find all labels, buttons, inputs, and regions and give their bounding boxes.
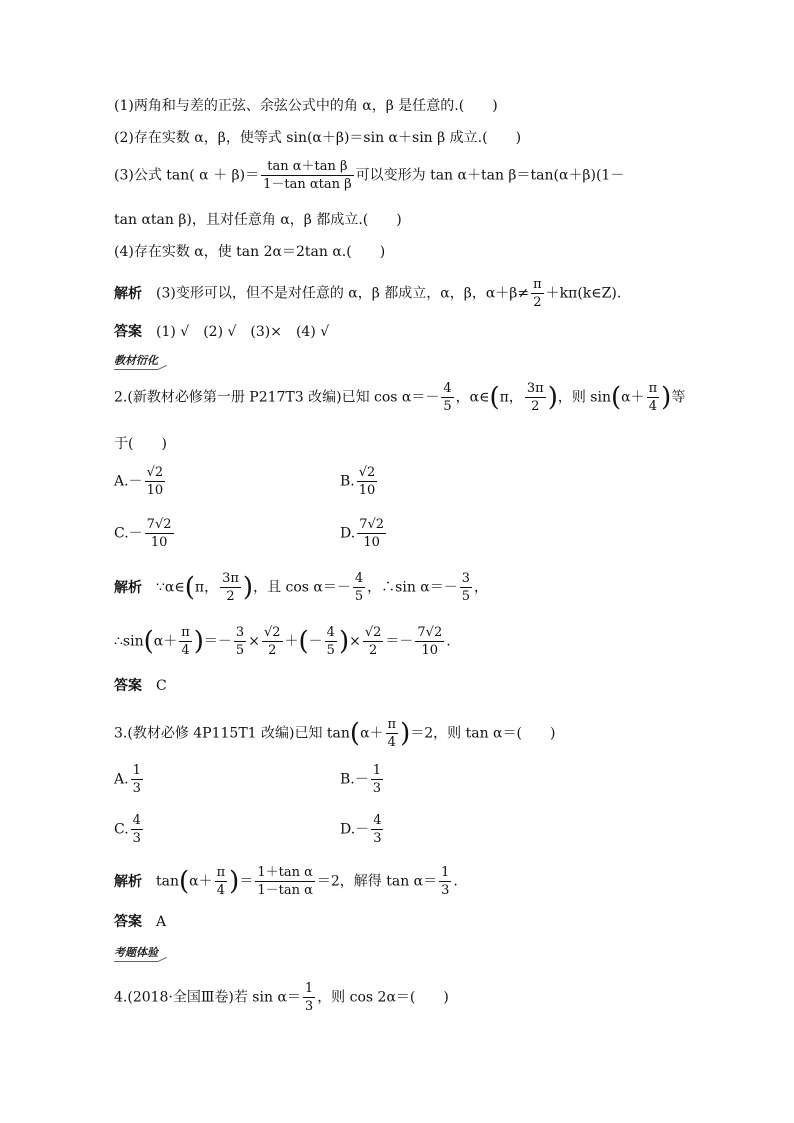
text-run: ＝－: [203, 633, 232, 650]
frac-den: 2: [533, 295, 542, 310]
frac-num: 1: [441, 865, 450, 880]
text-run: ，: [474, 579, 489, 596]
q2-analysis-line-2: [114, 624, 451, 659]
q1-statement-1: (1)两角和与差的正弦、余弦公式中的角 α，β 是任意的.( ): [114, 98, 498, 114]
q2-stem-mid: ，α∈: [455, 389, 490, 406]
fraction: [255, 864, 315, 899]
option-label: C.: [114, 821, 129, 838]
analysis-label: 解析: [114, 579, 142, 596]
q1-answer-value: (1) √ (2) √ (3)× (4) √: [156, 324, 330, 340]
fraction: [220, 570, 241, 605]
frac-num: √2: [263, 625, 281, 640]
q1-analysis: [114, 276, 621, 311]
q1-analysis-fraction: [531, 276, 544, 311]
frac-den: 5: [443, 399, 452, 414]
text-run: 4.(2018·全国Ⅲ卷)若 sin α＝: [114, 989, 301, 1006]
text-run: α＋: [189, 873, 213, 890]
frac-den: 3: [304, 999, 314, 1014]
q1-statement-4: (4)存在实数 α，使 tan 2α＝2tan α.( ): [114, 244, 386, 260]
frac-den: 3: [132, 781, 141, 796]
left-paren: (: [143, 626, 154, 657]
right-paren: ): [400, 718, 411, 749]
frac-num: √2: [358, 465, 376, 480]
q1-s3-post: 可以变形为 tan α＋tan β＝tan(α＋β)(1－: [355, 167, 625, 184]
frac-num: √2: [364, 625, 382, 640]
answer-label: 答案: [114, 324, 142, 340]
q2-stem-cont: 于( ): [114, 436, 167, 452]
frac-num: π: [648, 381, 658, 396]
option-fraction: [145, 464, 166, 499]
q2-interval-start: π，: [499, 389, 523, 406]
q2-stem-mid2: ，则 sin: [557, 389, 611, 406]
frac-num: π: [387, 717, 397, 732]
frac-den: 2: [226, 589, 235, 604]
frac-den: 10: [363, 535, 380, 550]
q2-option-c: [114, 516, 176, 551]
q2-answer: [114, 676, 167, 696]
q2-analysis-line-1: [114, 570, 488, 605]
q2-stem: [114, 380, 685, 415]
frac-num: 4: [354, 571, 364, 586]
frac-num: 7√2: [359, 517, 385, 532]
frac-den: 2: [531, 399, 540, 414]
q1-s3-pre: (3)公式 tan( α ＋ β)＝: [114, 167, 260, 184]
text-run: ＋: [284, 633, 299, 650]
frac-den: 10: [150, 535, 168, 550]
text-run: 3.(教材必修 4P115T1 改编)已知 tan: [114, 725, 350, 742]
option-fraction: [145, 516, 174, 551]
q3-stem: [114, 716, 555, 751]
analysis-label: 解析: [114, 873, 142, 890]
frac-den: 2: [368, 643, 378, 658]
answer-label: 答案: [114, 914, 142, 930]
left-paren: (: [179, 866, 190, 897]
q2-stem-pre: 2.(新教材必修第一册 P217T3 改编)已知 cos α＝－: [114, 389, 440, 406]
frac-num: 3π: [222, 571, 239, 586]
frac-num: π: [181, 625, 190, 640]
q2-frac-3: [647, 380, 660, 415]
q2-stem-end: 等: [671, 389, 686, 406]
left-paren: (: [298, 626, 309, 657]
frac-num: √2: [146, 465, 164, 480]
frac-num: 7√2: [146, 517, 172, 532]
frac-num: 3: [461, 571, 471, 586]
q3-answer: [114, 912, 166, 932]
text-run: ＝－: [385, 633, 414, 650]
text-run: π，: [194, 579, 219, 596]
q1-s3-num: tan α＋tan β: [261, 158, 354, 176]
left-paren: (: [349, 718, 361, 749]
frac-den: 3: [132, 831, 141, 846]
right-paren: ): [242, 572, 254, 603]
q3-option-c: [114, 812, 145, 847]
right-paren: ): [193, 626, 204, 657]
option-fraction: [357, 516, 386, 551]
option-label: A.: [114, 771, 129, 788]
q1-statement-2: (2)存在实数 α，β，使等式 sin(α＋β)＝sin α＋sin β 成立.( ): [114, 130, 522, 146]
frac-den: 3: [373, 831, 382, 846]
frac-num: π: [216, 865, 226, 880]
frac-num: 1: [132, 763, 141, 778]
option-label: C.－: [114, 525, 143, 542]
text-run: tan: [156, 873, 179, 890]
option-fraction: [371, 762, 383, 797]
text-run: ∵α∈: [156, 579, 185, 596]
frac-den: 5: [235, 643, 245, 658]
frac-num: 4: [132, 813, 141, 828]
right-paren: ): [229, 866, 240, 897]
text-run: α＋: [360, 725, 384, 742]
frac-den: 4: [648, 399, 658, 414]
option-label: A.－: [114, 473, 143, 490]
right-paren: ): [338, 626, 350, 657]
frac-den: 10: [358, 483, 376, 498]
text-run: ＝2，解得 tan α＝: [316, 873, 438, 890]
q1-s3-den: 1－tan αtan β: [263, 177, 352, 192]
option-label: D.: [340, 525, 356, 542]
frac-num: 4: [373, 813, 382, 828]
q3-option-d: [340, 812, 385, 847]
text-run: ＝2，则 tan α＝( ): [410, 725, 556, 742]
frac-den: 4: [387, 735, 396, 750]
q2-answer-value: C: [156, 678, 167, 694]
frac-den: 3: [372, 781, 382, 796]
option-label: B.－: [340, 771, 369, 788]
left-paren: (: [489, 382, 500, 413]
fraction: [353, 570, 365, 605]
fraction: [415, 624, 444, 659]
q1-analysis-post: ＋kπ(k∈Z).: [545, 285, 622, 302]
option-label: D.－: [340, 821, 370, 838]
text-run: .: [446, 633, 451, 650]
fraction: [460, 570, 472, 605]
frac-num: 3: [235, 625, 245, 640]
frac-den: 10: [146, 483, 164, 498]
left-paren: (: [610, 382, 622, 413]
frac-num: 1: [372, 763, 382, 778]
left-paren: (: [184, 572, 195, 603]
section-heading-exam: 考题体验: [114, 944, 158, 962]
frac-num: π: [533, 277, 542, 292]
option-fraction: [131, 812, 143, 847]
q1-analysis-pre: (3)变形可以，但不是对任意的 α，β 都成立，α，β，α＋β≠: [156, 285, 530, 302]
q1-answer: [114, 322, 329, 342]
fraction: [439, 864, 451, 899]
q2-frac-1: [441, 380, 453, 415]
q2-option-d: [340, 516, 388, 551]
q3-option-a: [114, 762, 145, 797]
q3-option-b: [340, 762, 385, 797]
frac-num: 4: [443, 381, 452, 396]
fraction: [363, 624, 384, 659]
frac-den: 1－tan α: [257, 883, 313, 898]
q3-analysis: [114, 864, 458, 899]
frac-den: 10: [421, 643, 439, 658]
q2-sin-arg: α＋: [621, 389, 645, 406]
text-run: ，则 cos 2α＝( ): [317, 989, 449, 1006]
fraction: [262, 624, 283, 659]
text-run: .: [453, 873, 458, 890]
fraction: [325, 624, 337, 659]
option-fraction: [131, 762, 143, 797]
text-run: ＝: [239, 873, 254, 890]
text-run: ，∴sin α＝－: [367, 579, 458, 596]
option-fraction: [357, 464, 378, 499]
text-run: ×: [349, 633, 361, 650]
frac-num: 1: [304, 981, 314, 996]
q4-stem: [114, 980, 449, 1015]
frac-den: 2: [268, 643, 277, 658]
fraction: [386, 716, 399, 751]
q2-option-a: [114, 464, 167, 499]
frac-den: 5: [461, 589, 471, 604]
frac-den: 5: [354, 589, 364, 604]
text-run: α＋: [153, 633, 178, 650]
q1-s3-fraction: [261, 158, 354, 193]
q2-option-b: [340, 464, 379, 499]
frac-num: 4: [326, 625, 335, 640]
frac-den: 4: [216, 883, 226, 898]
frac-num: 3π: [526, 381, 544, 396]
analysis-label: 解析: [114, 285, 142, 302]
q1-statement-3: [114, 158, 624, 193]
right-paren: ): [661, 382, 672, 413]
fraction: [215, 864, 228, 899]
frac-den: 4: [181, 643, 190, 658]
q1-statement-3-cont: tan αtan β)，且对任意角 α，β 都成立.( ): [114, 212, 402, 228]
fraction: [234, 624, 246, 659]
text-run: ∴sin: [114, 633, 144, 650]
q2-frac-2: [525, 380, 546, 415]
frac-num: 1＋tan α: [257, 865, 313, 880]
text-run: ×: [248, 633, 260, 650]
right-paren: ): [547, 382, 558, 413]
q3-answer-value: A: [156, 914, 167, 930]
fraction: [179, 624, 192, 659]
frac-num: 7√2: [417, 625, 443, 640]
option-fraction: [371, 812, 383, 847]
frac-den: 5: [326, 643, 335, 658]
section-heading-textbook: 教材衍化: [114, 352, 158, 370]
answer-label: 答案: [114, 678, 142, 694]
frac-den: 3: [441, 883, 450, 898]
text-run: －: [308, 633, 323, 650]
fraction: [303, 980, 315, 1015]
option-label: B.: [340, 473, 355, 490]
text-run: ，且 cos α＝－: [253, 579, 351, 596]
